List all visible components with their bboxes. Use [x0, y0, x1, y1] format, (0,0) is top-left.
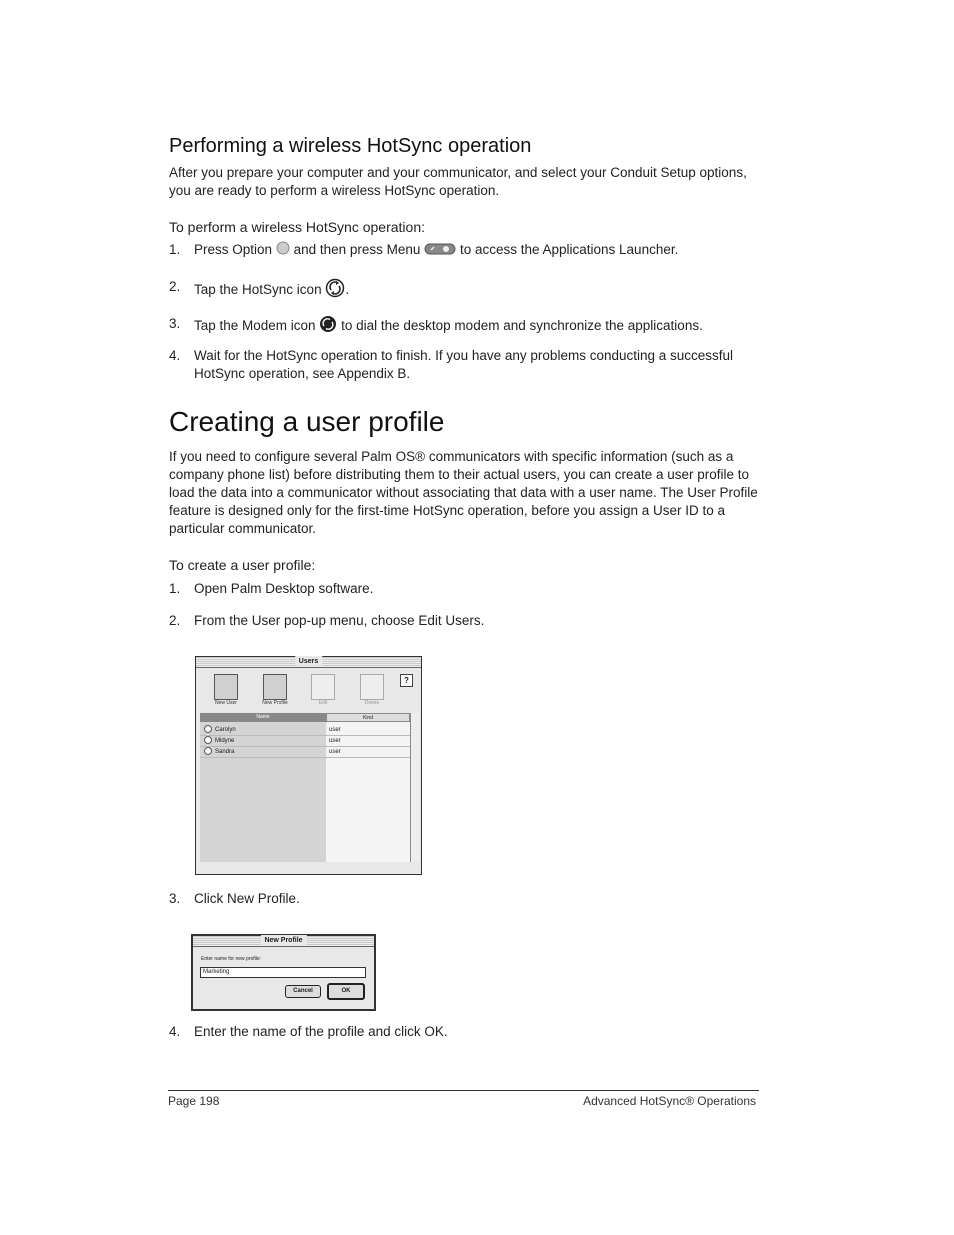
section-heading-wireless-hotsync: Performing a wireless HotSync operation	[169, 135, 532, 157]
step-4	[169, 347, 734, 381]
step-number: 4.	[169, 348, 181, 363]
option-key-icon	[276, 241, 290, 260]
new-profile-label: New Profile	[262, 700, 288, 706]
step-text: From the User pop-up menu, choose Edit Users.	[194, 613, 485, 628]
step-4	[169, 1023, 448, 1041]
delete-label: Delete	[364, 700, 380, 706]
new-profile-titlebar	[193, 936, 374, 947]
step-3	[169, 315, 703, 334]
new-profile-icon	[263, 674, 287, 700]
section-heading-user-profile: Creating a user profile	[169, 406, 445, 437]
column-header-kind[interactable]: Kind	[326, 713, 410, 722]
users-window-titlebar	[196, 657, 421, 668]
edit-icon	[311, 674, 335, 700]
user-row-name[interactable]	[204, 725, 324, 735]
procedure-title-user-profile: To create a user profile:	[169, 557, 316, 573]
step-number: 4.	[169, 1024, 181, 1039]
step-number: 2.	[169, 279, 181, 294]
step-2	[169, 612, 485, 630]
user-name-label: Carolyn	[215, 727, 236, 733]
step-text-part: Press Option	[194, 242, 273, 258]
user-row-kind[interactable]: user	[329, 738, 341, 744]
delete-icon	[360, 674, 384, 700]
section-intro-user-profile: If you need to configure several Palm OS® communicators with specific information (such as a company phone list) before distributing them to their actual users, you can create a user profile to load the data into a communicator without associating that data with a user name. The User Profile feature is designed only for the first-time HotSync operation, before you assign a User ID to a particular communicator.	[169, 449, 758, 536]
user-icon	[204, 725, 212, 733]
step-text	[194, 278, 764, 303]
user-name-label: Sandra	[215, 749, 235, 755]
menu-key-icon	[424, 242, 456, 260]
scrollbar[interactable]	[410, 713, 419, 862]
new-user-button[interactable]	[212, 674, 240, 706]
step-text-part: .	[345, 282, 350, 298]
new-profile-title: New Profile	[260, 935, 306, 946]
page-number: Page 198	[168, 1094, 220, 1108]
step-number: 2.	[169, 613, 181, 628]
step-text-part: to dial the desktop modem and synchronize the applications.	[341, 318, 703, 334]
new-profile-dialog	[191, 934, 376, 1011]
procedure-title-wireless: To perform a wireless HotSync operation:	[169, 219, 425, 235]
step-1	[169, 580, 374, 598]
step-number: 1.	[169, 581, 181, 596]
user-row-kind[interactable]: user	[329, 749, 341, 755]
step-number: 3.	[169, 891, 181, 906]
user-row-kind[interactable]: user	[329, 727, 341, 733]
step-text: Click New Profile.	[194, 891, 300, 906]
step-text: Wait for the HotSync operation to finish. If you have any problems conducting a successful HotSync operation, see Appendix B.	[194, 348, 734, 381]
step-text-part: to access the Applications Launcher.	[459, 242, 679, 258]
user-icon	[204, 747, 212, 755]
hotsync-icon	[325, 278, 345, 303]
cancel-button[interactable]: Cancel	[285, 985, 321, 998]
edit-label: Edit	[318, 700, 328, 706]
step-number: 3.	[169, 316, 181, 331]
step-text-part: Tap the Modem icon	[194, 318, 316, 334]
delete-button[interactable]	[358, 674, 386, 706]
new-profile-button[interactable]	[258, 674, 292, 706]
step-1	[169, 241, 679, 259]
new-user-icon	[214, 674, 238, 700]
user-icon	[204, 736, 212, 744]
new-user-label: New User	[215, 700, 237, 706]
step-text-part: Tap the HotSync icon	[194, 282, 322, 298]
step-text: Open Palm Desktop software.	[194, 581, 374, 596]
step-2	[169, 278, 350, 298]
profile-name-input[interactable]: Marketing	[200, 967, 366, 978]
users-window-title: Users	[295, 656, 322, 667]
step-text-part: and then press Menu	[293, 242, 421, 258]
new-profile-prompt: Enter name for new profile:	[201, 956, 262, 962]
step-3	[169, 890, 300, 908]
user-row-name[interactable]	[204, 747, 324, 757]
help-button[interactable]: ?	[400, 674, 413, 687]
footer-rule	[168, 1090, 759, 1091]
modem-icon	[319, 315, 337, 338]
column-header-name[interactable]: Name	[200, 713, 326, 722]
step-text	[194, 241, 764, 260]
step-number: 1.	[169, 242, 181, 257]
section-intro-wireless: After you prepare your computer and your communicator, and select your Conduit Setup options, you are ready to perform a wireless HotSync operation.	[169, 165, 747, 198]
user-row-name[interactable]	[204, 736, 324, 746]
user-name-label: Midyne	[215, 738, 235, 744]
edit-button[interactable]	[309, 674, 337, 706]
step-text: Enter the name of the profile and click OK.	[194, 1024, 448, 1039]
step-text	[194, 315, 764, 338]
chapter-title: Advanced HotSync® Operations	[583, 1094, 756, 1108]
ok-button[interactable]: OK	[327, 983, 365, 1000]
row-divider	[200, 757, 410, 758]
users-window	[195, 656, 422, 875]
